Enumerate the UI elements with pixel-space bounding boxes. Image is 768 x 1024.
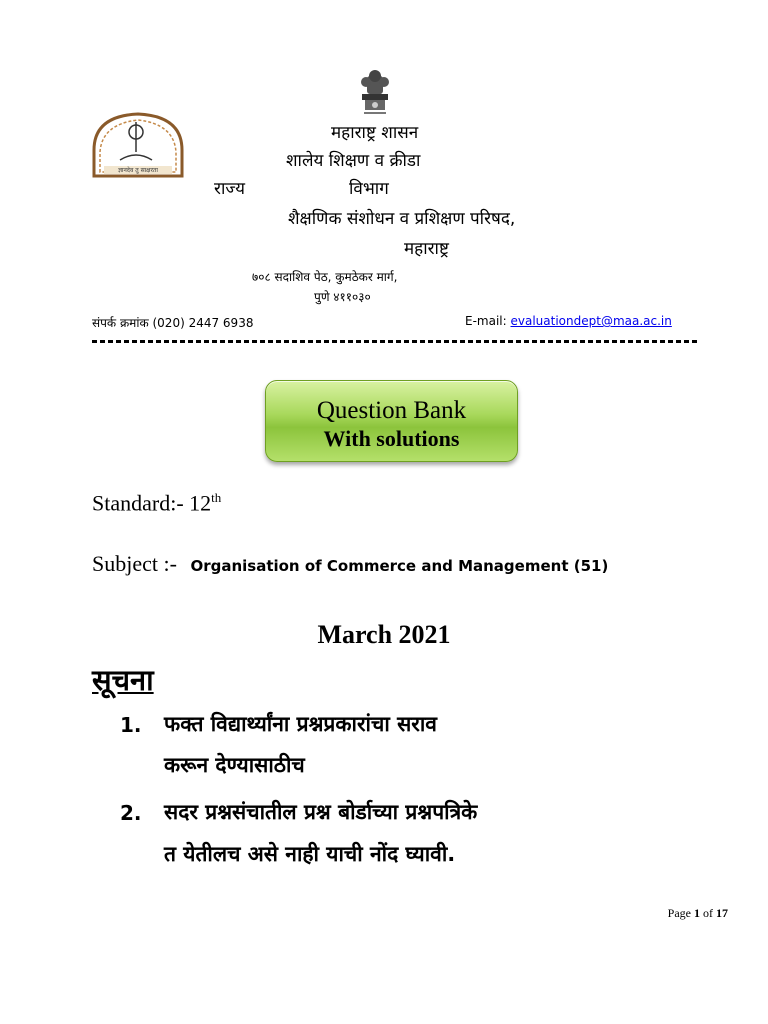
instruction-2-line-1: सदर प्रश्नसंचातील प्रश्न बोर्डाच्या प्रश्नपत्रिके — [164, 800, 478, 824]
dashed-divider — [92, 340, 699, 343]
org-line-5: महाराष्ट्र — [404, 239, 449, 259]
standard-line — [92, 490, 221, 516]
instruction-1-line-2: करून देण्यासाठीच — [164, 753, 305, 777]
standard-label: Standard:- 12 — [92, 490, 212, 516]
address-line-1: ७०८ सदाशिव पेठ, कुमठेकर मार्ग, — [252, 270, 398, 284]
org-line-1: महाराष्ट्र शासन — [331, 123, 419, 143]
instruction-2-line-2: त येतीलच असे नाही याची नोंद घ्यावी. — [164, 842, 456, 866]
org-line-2: शालेय शिक्षण व क्रीडा — [286, 151, 421, 171]
email-row — [465, 314, 672, 328]
address-line-2: पुणे ४११०३० — [314, 290, 371, 304]
national-emblem-icon — [352, 70, 398, 118]
org-line-3: विभाग — [349, 179, 389, 199]
page-current: 1 — [694, 906, 700, 920]
instructions-heading: सूचना — [92, 663, 154, 697]
standard-sup: th — [211, 490, 222, 505]
page-prefix: Page — [667, 906, 691, 920]
button-line-1: Question Bank — [316, 397, 467, 424]
seal-motto: ज्ञानदेव तु साक्षरता — [118, 167, 158, 174]
instruction-1-number: 1. — [120, 713, 142, 737]
email-label: E-mail: — [465, 314, 507, 328]
subject-line — [92, 551, 608, 577]
exam-date: March 2021 — [317, 620, 451, 649]
instruction-2-number: 2. — [120, 801, 142, 825]
instruction-1-line-1: फक्त विद्यार्थ्यांना प्रश्नप्रकारांचा सराव — [164, 712, 437, 736]
page-of: of — [703, 906, 713, 920]
subject-value: Organisation of Commerce and Management (51) — [190, 557, 609, 575]
question-bank-button[interactable] — [265, 380, 518, 462]
org-line-4: शैक्षणिक संशोधन व प्रशिक्षण परिषद, — [288, 209, 516, 229]
state-label: राज्य — [214, 179, 245, 199]
subject-label: Subject :- — [92, 551, 177, 576]
phone-number: संपर्क क्रमांक (020) 2447 6938 — [92, 316, 254, 330]
email-link[interactable]: evaluationdept@maa.ac.in — [510, 314, 672, 328]
scert-seal-logo — [90, 110, 186, 182]
button-line-2: With solutions — [323, 426, 460, 451]
page-total: 17 — [716, 906, 728, 920]
page-number — [668, 906, 728, 921]
